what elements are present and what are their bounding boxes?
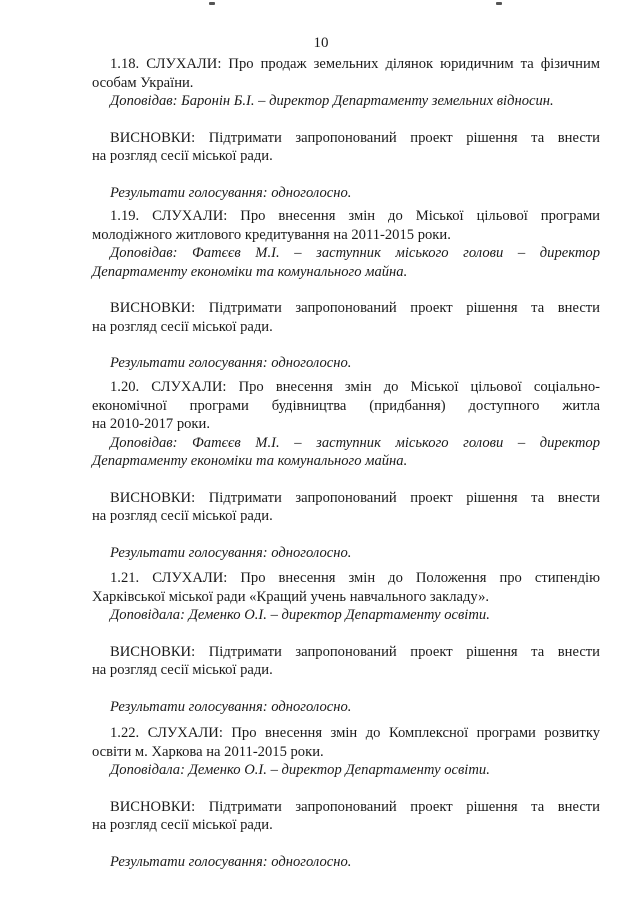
- vote-result: Результати голосування: одноголосно.: [110, 355, 352, 371]
- page-number: 10: [313, 35, 329, 51]
- reporter-line: Департаменту економіки та комунального майна.: [92, 263, 408, 280]
- heard-line: 1.18. СЛУХАЛИ: Про продаж земельних ділянок юридичним та фізичним: [110, 56, 600, 72]
- agenda-item: [92, 569, 600, 716]
- reporter-line: Департаменту економіки та комунального майна.: [92, 453, 408, 469]
- conclusion-line: на розгляд сесії міської ради.: [92, 318, 273, 335]
- conclusion-line: ВИСНОВКИ: Підтримати запропонований проект рішення та внести: [110, 643, 600, 660]
- agenda-item: [92, 55, 600, 202]
- heard-line: молодіжного житлового кредитування на 2011-2015 роки.: [92, 226, 451, 243]
- agenda-item: [92, 207, 600, 373]
- scan-mark: [496, 2, 502, 5]
- conclusion-line: на розгляд сесії міської ради.: [92, 508, 273, 524]
- reporter-line: Доповідала: Деменко О.І. – директор Департаменту освіти.: [110, 762, 490, 778]
- vote-result: Результати голосування: одноголосно.: [110, 544, 352, 561]
- conclusion-line: ВИСНОВКИ: Підтримати запропонований проект рішення та внести: [110, 798, 600, 815]
- agenda-item: [92, 724, 600, 871]
- heard-line: 1.20. СЛУХАЛИ: Про внесення змін до Міської цільової соціально-: [110, 379, 600, 395]
- heard-line: освіти м. Харкова на 2011-2015 роки.: [92, 743, 324, 760]
- reporter-line: Доповідав: Фатєєв М.І. – заступник міського голови – директор: [110, 245, 600, 261]
- scan-mark: [209, 2, 215, 5]
- heard-line: економічної програми будівництва (придбання) доступного житла: [92, 397, 600, 414]
- heard-line: 1.22. СЛУХАЛИ: Про внесення змін до Комплексної програми розвитку: [110, 725, 600, 741]
- vote-result: Результати голосування: одноголосно.: [110, 698, 352, 715]
- conclusion-line: на розгляд сесії міської ради.: [92, 662, 273, 678]
- conclusion-line: на розгляд сесії міської ради.: [92, 817, 273, 833]
- conclusion-line: на розгляд сесії міської ради.: [92, 148, 273, 164]
- vote-result: Результати голосування: одноголосно.: [110, 184, 352, 201]
- reporter-line: Доповідала: Деменко О.І. – директор Департаменту освіти.: [110, 607, 490, 623]
- conclusion-line: ВИСНОВКИ: Підтримати запропонований проект рішення та внести: [110, 489, 600, 506]
- agenda-item: [92, 378, 600, 562]
- reporter-line: Доповідав: Баронін Б.І. – директор Департаменту земельних відносин.: [110, 93, 554, 109]
- conclusion-line: ВИСНОВКИ: Підтримати запропонований проект рішення та внести: [110, 129, 600, 146]
- heard-line: особам України.: [92, 74, 194, 91]
- vote-result: Результати голосування: одноголосно.: [110, 853, 352, 870]
- heard-line: 1.21. СЛУХАЛИ: Про внесення змін до Положення про стипендію: [110, 570, 600, 586]
- heard-line: Харківської міської ради «Кращий учень навчального закладу».: [92, 588, 490, 605]
- conclusion-line: ВИСНОВКИ: Підтримати запропонований проект рішення та внести: [110, 300, 600, 316]
- heard-line: 1.19. СЛУХАЛИ: Про внесення змін до Міської цільової програми: [110, 208, 600, 224]
- reporter-line: Доповідав: Фатєєв М.І. – заступник міського голови – директор: [110, 434, 600, 451]
- heard-line: на 2010-2017 роки.: [92, 416, 210, 432]
